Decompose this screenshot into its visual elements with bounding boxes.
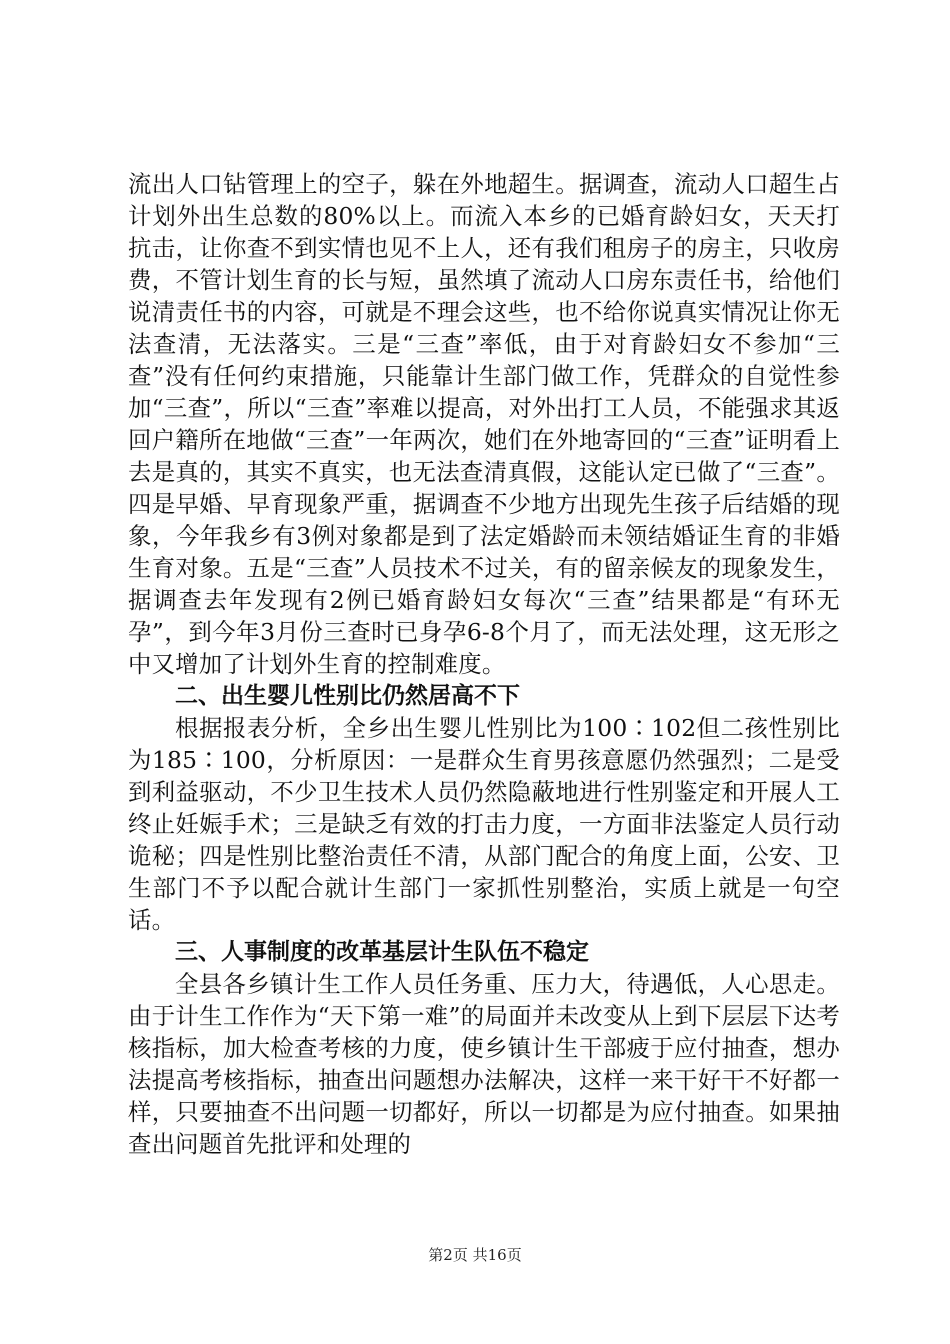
body-paragraph-1: 流出人口钻管理上的空子，躲在外地超生。据调查，流动人口超生占计划外出生总数的80%以上。而流入本乡的已婚育龄妇女，天天打抗击，让你查不到实情也见不上人，还有我们租房子的房主，只收房费，不管计划生育的长与短，虽然填了流动人口房东责任书，给他们说清责任书的内容，可就是不理会这些，也不给你说真实情况让你无法查清，无法落实。三是“三查”率低，由于对育龄妇女不参加“三查”没有任何约束措施，只能靠计生部门做工作，凭群众的自觉性参加“三查”，所以“三查”率难以提高，对外出打工人员，不能强求其返回户籍所在地做“三查”一年两次，她们在外地寄回的“三查”证明看上去是真的，其实不真实，也无法查清真假，这能认定已做了“三查”。四是早婚、早育现象严重，据调查不少地方出现先生孩子后结婚的现象，今年我乡有3例对象都是到了法定婚龄而未领结婚证生育的非婚生育对象。五是“三查”人员技术不过关，有的留亲候友的现象发生，据调查去年发现有2例已婚育龄妇女每次“三查”结果都是“有环无孕”，到今年3月份三查时已身孕6-8个月了，而无法处理，这无形之中又增加了计划外生育的控制难度。 (128, 170, 840, 678)
document-page (128, 168, 840, 1160)
body-paragraph-2: 根据报表分析，全乡出生婴儿性别比为100∶102但二孩性别比为185∶100，分析原因：一是群众生育男孩意愿仍然强烈；二是受到利益驱动，不少卫生技术人员仍然隐蔽地进行性别鉴定和开展人工终止妊娠手术；三是缺乏有效的打击力度，一方面非法鉴定人员行动诡秘；四是性别比整治责任不清，从部门配合的角度上面，公安、卫生部门不予以配合就计生部门一家抓性别整治，实质上就是一句空话。 (128, 714, 840, 934)
section-heading-3: 三、人事制度的改革基层计生队伍不稳定 (175, 939, 589, 965)
body-paragraph-3: 全县各乡镇计生工作人员任务重、压力大，待遇低，人心思走。由于计生工作作为“天下第一难”的局面并未改变从上到下层层下达考核指标，加大检查考核的力度，使乡镇计生干部疲于应付抽查，想办法提高考核指标，抽查出问题想办法解决，这样一来干好干不好都一样，只要抽查不出问题一切都好，所以一切都是为应付抽查。如果抽查出问题首先批评和处理的 (128, 970, 840, 1158)
page-footer: 第2页 共16页 (428, 1246, 522, 1264)
section-heading-2: 二、出生婴儿性别比仍然居高不下 (175, 683, 520, 709)
